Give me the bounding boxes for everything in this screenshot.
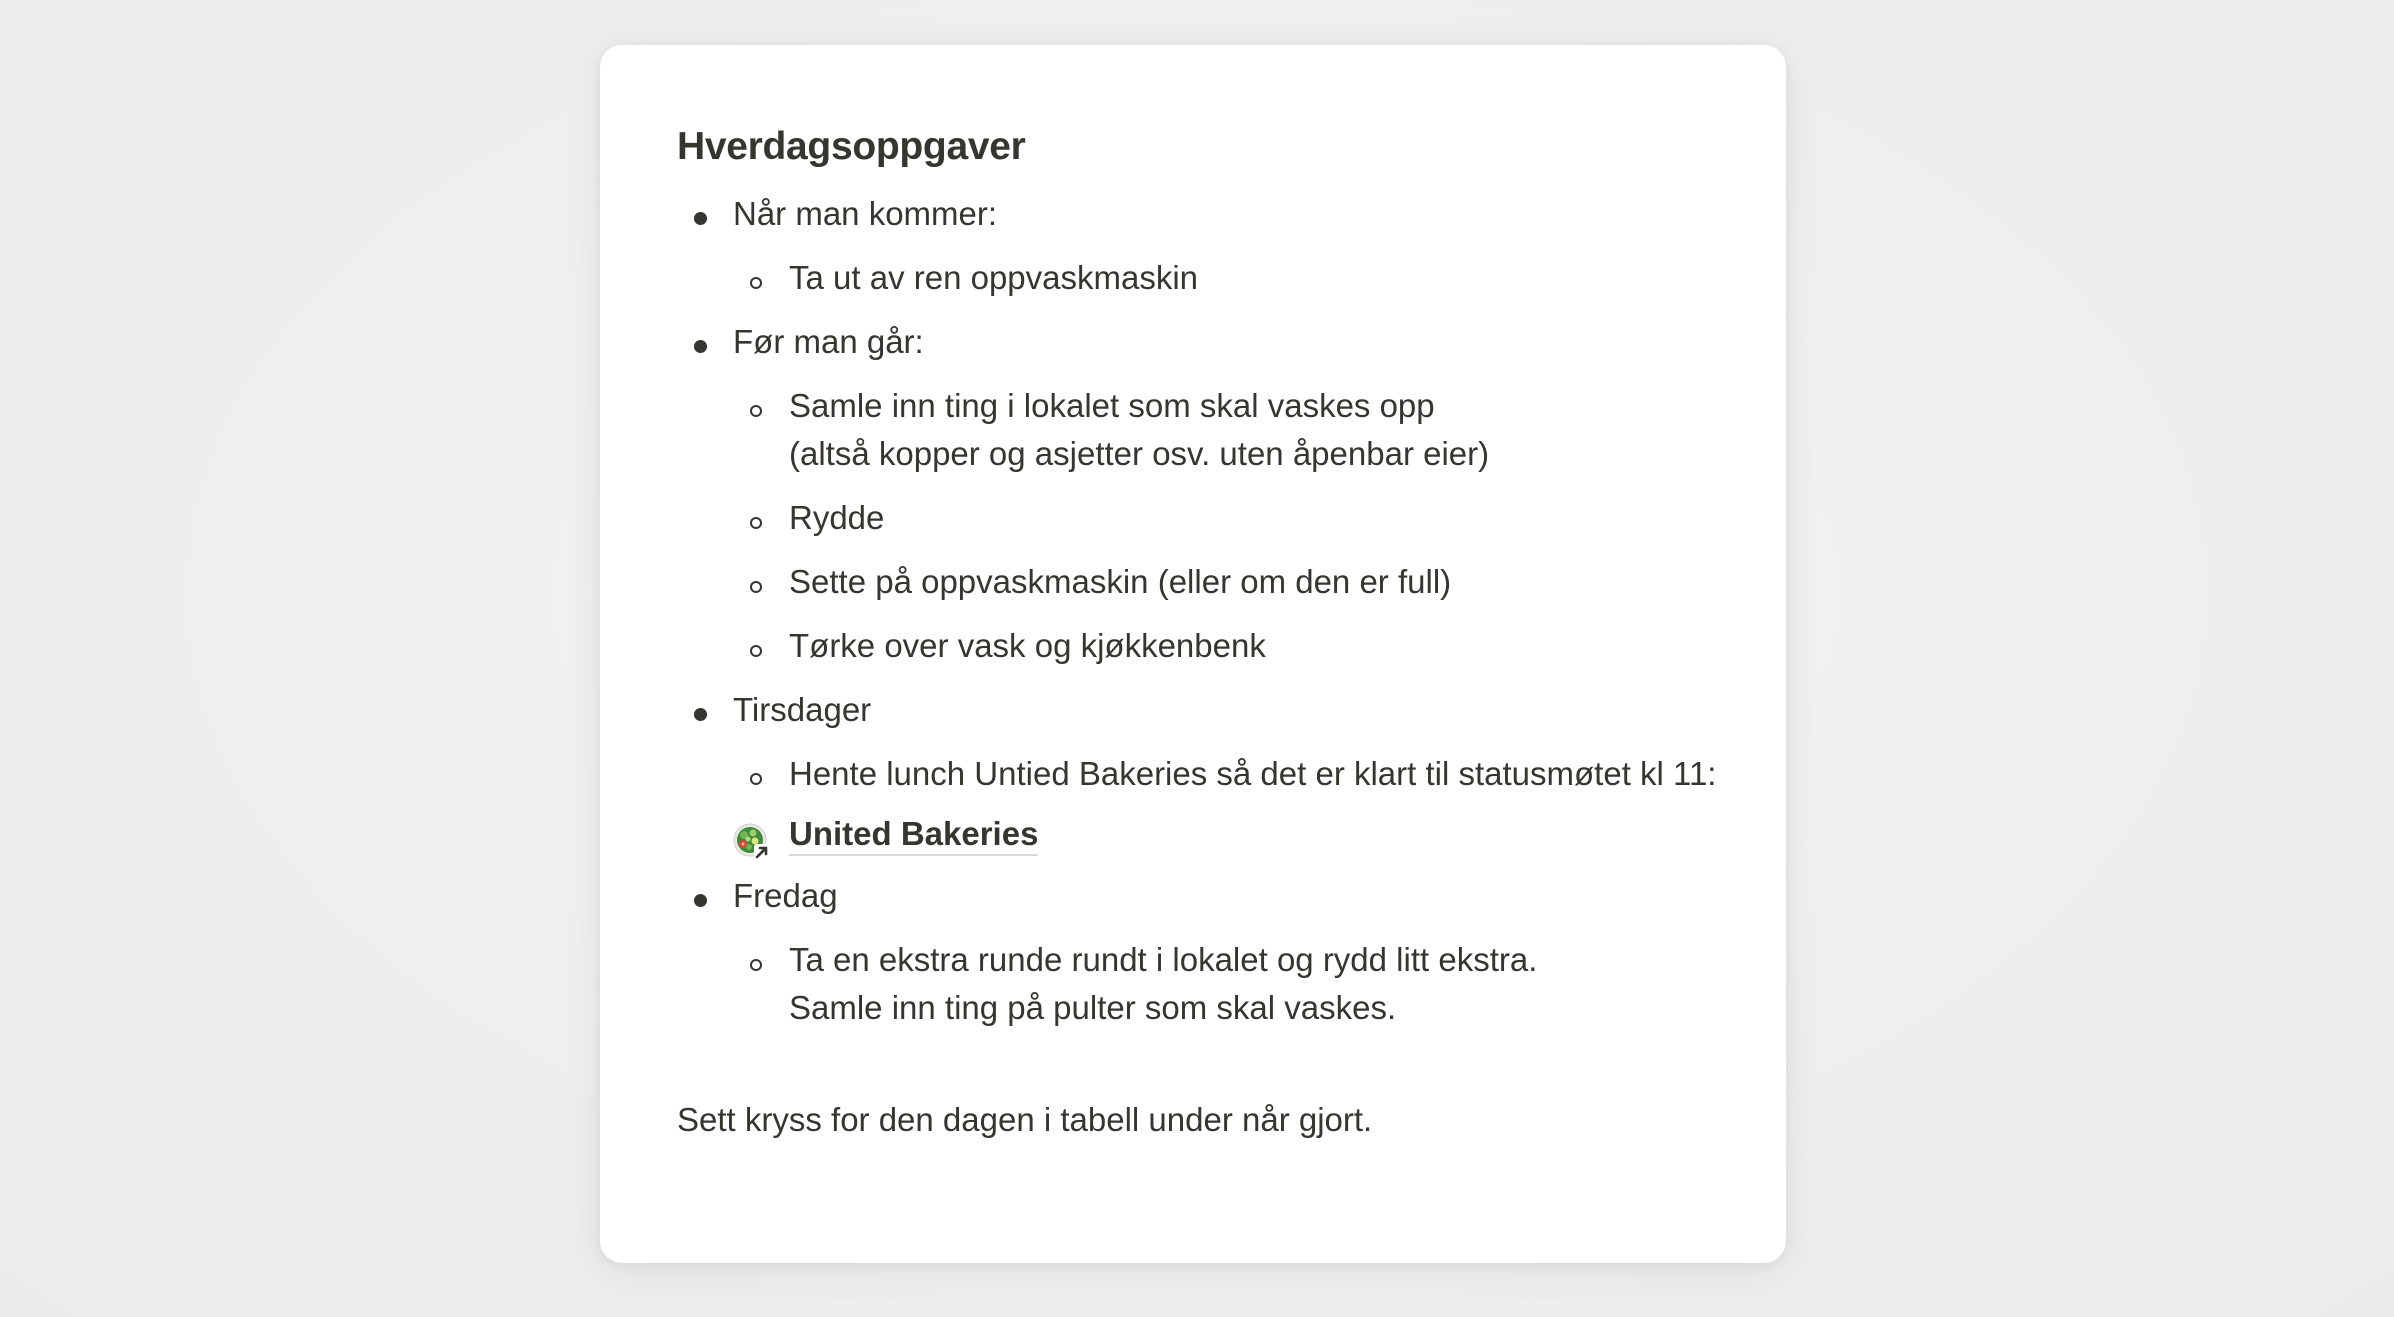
sublist-item	[733, 550, 1726, 614]
sublist-item-text: Tørke over vask og kjøkkenbenk	[789, 627, 1266, 664]
sublist-item	[733, 928, 1726, 1040]
sublist-container	[677, 928, 1726, 1040]
sublist-item-text: Rydde	[789, 499, 885, 536]
sublist-item	[733, 246, 1726, 310]
bullet-circle-icon	[750, 517, 762, 529]
bullet-circle-icon	[750, 277, 762, 289]
footer-instruction: Sett kryss for den dagen i tabell under når gjort.	[677, 1101, 1373, 1138]
sublist-tuesdays	[677, 742, 1726, 864]
list-item-friday	[677, 864, 1726, 928]
list-item-leaving	[677, 310, 1726, 374]
list-item-label: Tirsdager	[733, 691, 872, 728]
bullet-circle-icon	[750, 959, 762, 971]
sublist-item	[733, 486, 1726, 550]
page-link-row	[733, 806, 1726, 864]
task-list	[677, 182, 1726, 1040]
bullet-disc-icon	[694, 894, 707, 907]
page-link-united-bakeries[interactable]	[789, 814, 1038, 856]
sublist-item-text-continued: (altså kopper og asjetter osv. uten åpenbar eier)	[789, 435, 1490, 472]
sublist-item-text: Ta ut av ren oppvaskmaskin	[789, 259, 1199, 296]
page-heading: Hverdagsoppgaver	[677, 125, 1026, 168]
list-item-tuesdays	[677, 678, 1726, 742]
sublist-container	[677, 246, 1726, 310]
sublist-friday	[677, 928, 1726, 1040]
bullet-disc-icon	[694, 212, 707, 225]
bullet-circle-icon	[750, 405, 762, 417]
sublist-item	[733, 614, 1726, 678]
sublist-item	[733, 742, 1726, 806]
content-card	[600, 45, 1786, 1263]
sublist-container	[677, 374, 1726, 678]
sublist-item-text: Samle inn ting i lokalet som skal vaskes opp	[789, 387, 1435, 424]
document-content	[677, 120, 1726, 1177]
sublist-arrival	[677, 246, 1726, 310]
bullet-disc-icon	[694, 708, 707, 721]
salad-page-link-icon	[733, 822, 771, 860]
bullet-circle-icon	[750, 773, 762, 785]
sublist-container	[677, 742, 1726, 864]
sublist-item-text: Hente lunch Untied Bakeries så det er klart til statusmøtet kl 11:	[789, 755, 1717, 792]
list-item-label: Fredag	[733, 877, 838, 914]
sublist-item-text-continued: Samle inn ting på pulter som skal vaskes.	[789, 989, 1397, 1026]
bullet-circle-icon	[750, 581, 762, 593]
sublist-item	[733, 374, 1726, 486]
bullet-circle-icon	[750, 645, 762, 657]
sublist-item-text: Sette på oppvaskmaskin (eller om den er full)	[789, 563, 1452, 600]
list-item-arrival	[677, 182, 1726, 246]
list-item-label: Før man går:	[733, 323, 924, 360]
sublist-item-text: Ta en ekstra runde rundt i lokalet og rydd litt ekstra.	[789, 941, 1538, 978]
page-link-label: United Bakeries	[789, 814, 1038, 856]
list-item-label: Når man kommer:	[733, 195, 998, 232]
bullet-disc-icon	[694, 340, 707, 353]
sublist-leaving	[677, 374, 1726, 678]
